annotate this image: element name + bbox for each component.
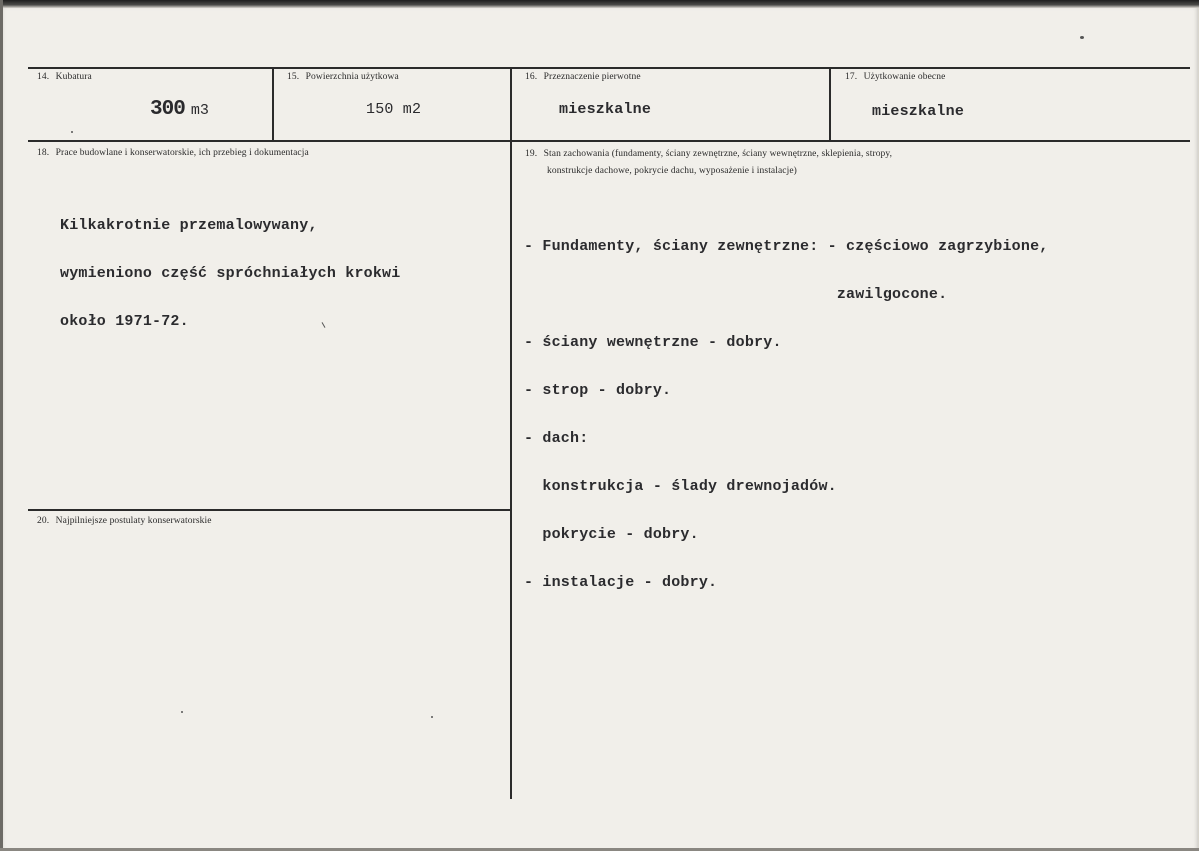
field-15-title: Powierzchnia użytkowa <box>305 72 399 82</box>
field-18-line: Kilkakrotnie przemalowywany, <box>60 217 318 234</box>
scan-speck <box>1080 36 1084 39</box>
field-17-number: 17. <box>845 72 858 82</box>
scan-top-edge <box>0 0 1199 8</box>
field-17-value: mieszkalne <box>872 103 965 120</box>
col-divider-16-17 <box>829 67 831 141</box>
field-18-line: około 1971-72. <box>60 313 189 330</box>
field-14-title: Kubatura <box>55 72 92 82</box>
field-16-number: 16. <box>525 72 538 82</box>
field-19-line: - Fundamenty, ściany zewnętrzne: - częściowo zagrzybione, <box>524 238 1049 255</box>
field-15-value: 150 m2 <box>366 101 422 118</box>
field-19-line: - ściany wewnętrzne - dobry. <box>524 334 782 351</box>
field-14-number: 14. <box>37 72 50 82</box>
field-16-label <box>525 72 641 82</box>
field-19-line: konstrukcja - ślady drewnojadów. <box>524 478 837 495</box>
field-19-line: - strop - dobry. <box>524 382 672 399</box>
field-17-label <box>845 72 945 82</box>
field-18-label <box>37 148 309 158</box>
field-19-number: 19. <box>525 149 538 159</box>
scan-left-edge <box>0 0 3 851</box>
row-divider-rule <box>28 140 1190 142</box>
field-19-line: zawilgocone. <box>524 286 948 303</box>
field-19-label-line2: konstrukcje dachowe, pokrycie dachu, wyposażenie i instalacje) <box>547 166 797 176</box>
field-14-value-unit: m3 <box>190 102 209 119</box>
field-20-title: Najpilniejsze postulaty konserwatorskie <box>55 516 212 526</box>
scan-speck <box>181 711 183 713</box>
col-divider-15-16 <box>510 67 512 799</box>
field-18-number: 18. <box>37 148 50 158</box>
field-17-title: Użytkowanie obecne <box>863 72 946 82</box>
field-14-value-number: 300 <box>150 98 185 121</box>
field-14-label <box>37 72 92 82</box>
scan-speck <box>431 716 433 718</box>
field-18-title: Prace budowlane i konserwatorskie, ich przebieg i dokumentacja <box>55 148 309 158</box>
field-20-number: 20. <box>37 516 50 526</box>
field-20-rule <box>28 509 510 511</box>
field-19-line: pokrycie - dobry. <box>524 526 699 543</box>
field-18-line: wymieniono część spróchniałych krokwi <box>60 265 401 282</box>
top-rule <box>28 67 1190 69</box>
field-20-label <box>37 516 212 526</box>
field-16-title: Przeznaczenie pierwotne <box>543 72 641 82</box>
field-19-text <box>524 207 1048 623</box>
col-divider-14-15 <box>272 67 274 141</box>
field-18-text <box>60 186 400 362</box>
field-19-line: - instalacje - dobry. <box>524 574 718 591</box>
scan-speck <box>71 131 73 133</box>
field-15-label <box>287 72 399 82</box>
field-19-title-line1: Stan zachowania (fundamenty, ściany zewnętrzne, ściany wewnętrzne, sklepienia, stropy, <box>543 149 893 159</box>
field-16-value: mieszkalne <box>559 101 652 118</box>
field-19-line: - dach: <box>524 430 589 447</box>
field-15-number: 15. <box>287 72 300 82</box>
field-14-value <box>150 98 209 121</box>
field-19-label <box>525 149 892 159</box>
